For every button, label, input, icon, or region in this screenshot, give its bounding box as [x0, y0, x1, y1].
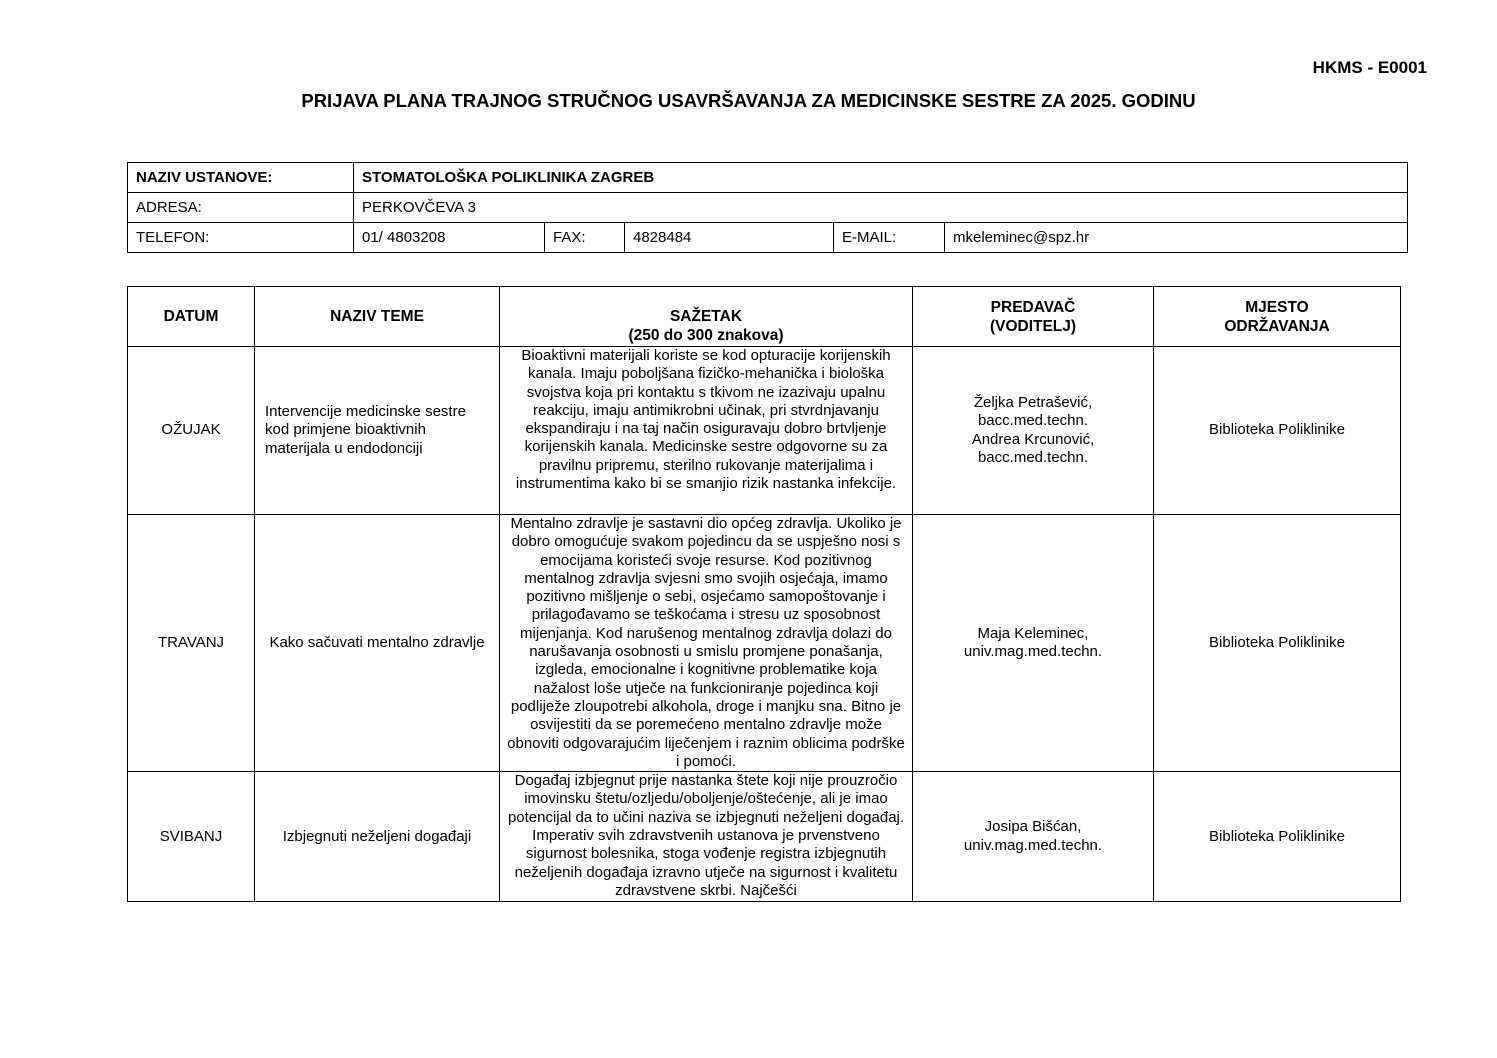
institution-table	[127, 162, 1408, 253]
institution-name-value: STOMATOLOŠKA POLIKLINIKA ZAGREB	[354, 163, 1408, 193]
row-date: OŽUJAK	[128, 347, 255, 515]
row-summary: Bioaktivni materijali koriste se kod opturacije korijenskih kanala. Imaju poboljšana fizičko-mehanička i biološka svojstva koja pri kontaktu s tkivom ne izazivaju upalnu reakciju, imaju antimikrobni učinak, pri stvrdnjavanju ekspandiraju i na taj način osiguravaju dobro brtvljenje korijenskih kanala. Medicinske sestre odgovorne su za pravilnu pripremu, sterilno rukovanje materijalima i instrumentima kako bi se smanjio rizik nastanka infekcije.	[500, 347, 913, 515]
lecturer-title: univ.mag.med.techn.	[963, 836, 1103, 854]
header-summary-label: SAŽETAK	[669, 308, 743, 325]
lecturer-title: bacc.med.techn.	[977, 448, 1089, 466]
institution-name-label: NAZIV USTANOVE:	[128, 163, 354, 193]
address-value: PERKOVČEVA 3	[354, 193, 1408, 223]
header-date: DATUM	[128, 287, 255, 347]
row-date: SVIBANJ	[128, 772, 255, 902]
header-lecturer-note: (VODITELJ)	[989, 317, 1077, 335]
header-summary	[500, 287, 913, 347]
row-topic: Intervencije medicinske sestre kod primjene bioaktivnih materijala u endodonciji	[255, 347, 500, 515]
address-label: ADRESA:	[128, 193, 354, 223]
document-title: PRIJAVA PLANA TRAJNOG STRUČNOG USAVRŠAVANJA ZA MEDICINSKE SESTRE ZA 2025. GODINU	[301, 90, 1196, 111]
row-lecturer	[913, 772, 1154, 902]
header-venue-label: MJESTO	[1245, 298, 1309, 316]
row-summary-text: Događaj izbjegnut prije nastanka štete koji nije prouzročio imovinsku štetu/ozljedu/oboljenje/oštećenje, ali je imao potencijal da to učini naziva se izbjegnuti neželjeni događaj. Imperativ svih zdravstvenih ustanova je prvenstveno sigurnost bolesnika, stoga vođenje registra izbjegnutih neželjenih događaja izravno utječe na sigurnost i kvalitetu zdravstvene skrbi. Najčešći	[507, 772, 905, 899]
row-summary	[500, 772, 913, 902]
row-lecturer	[913, 515, 1154, 772]
table-row	[128, 347, 1401, 515]
header-venue	[1154, 287, 1401, 347]
form-code: HKMS - E0001	[1312, 58, 1427, 77]
table-row	[128, 772, 1401, 902]
row-summary: Mentalno zdravlje je sastavni dio općeg zdravlja. Ukoliko je dobro omogućuje svakom pojedincu da se uspješno nosi s emocijama koristeći svoje resurse. Kod pozitivnog mentalnog zdravlja svjesni smo svojih osjećaja, imamo pozitivno mišljenje o sebi, osjećamo samopoštovanje i prilagođavamo se teškoćama i stresu uz sposobnost mijenjanja. Kod narušenog mentalnog zdravlja dolazi do narušavanja osobnosti u smislu promjene ponašanja, izgleda, emocionalne i kognitivne problematike koja nažalost loše utječe na funkcioniranje pojedinca koji podliježe zloupotrebi alkohola, droge i manjku sna. Bitno je osvijestiti da se poremećeno mentalno zdravlje može obnoviti odgovarajućim liječenjem i raznim oblicima podrške i pomoći.	[500, 515, 913, 772]
row-venue: Biblioteka Poliklinike	[1154, 515, 1401, 772]
phone-label: TELEFON:	[128, 223, 354, 253]
header-lecturer	[913, 287, 1154, 347]
lecturer-name: Andrea Krcunović,	[971, 430, 1095, 448]
lecturer-name: Maja Keleminec,	[977, 624, 1089, 642]
row-topic: Izbjegnuti neželjeni događaji	[255, 772, 500, 902]
institution-name-row	[128, 163, 1408, 193]
header-venue-note: ODRŽAVANJA	[1224, 317, 1330, 335]
lecturer-title: univ.mag.med.techn.	[963, 643, 1103, 661]
email-value: mkeleminec@spz.hr	[945, 223, 1408, 253]
plan-header-row	[128, 287, 1401, 347]
plan-table	[127, 286, 1401, 902]
institution-address-row	[128, 193, 1408, 223]
phone-value: 01/ 4803208	[354, 223, 545, 253]
lecturer-name: Josipa Bišćan,	[984, 818, 1082, 836]
row-topic: Kako sačuvati mentalno zdravlje	[255, 515, 500, 772]
row-lecturer	[913, 347, 1154, 515]
header-lecturer-label: PREDAVAČ	[990, 298, 1076, 316]
lecturer-name: Željka Petrašević,	[973, 393, 1093, 411]
header-summary-note: (250 do 300 znakova)	[628, 327, 784, 344]
email-label: E-MAIL:	[834, 223, 945, 253]
fax-value: 4828484	[625, 223, 834, 253]
fax-label: FAX:	[545, 223, 625, 253]
row-venue: Biblioteka Poliklinike	[1154, 347, 1401, 515]
row-venue: Biblioteka Poliklinike	[1154, 772, 1401, 902]
header-topic: NAZIV TEME	[255, 287, 500, 347]
row-date: TRAVANJ	[128, 515, 255, 772]
institution-contact-row	[128, 223, 1408, 253]
table-row	[128, 515, 1401, 772]
lecturer-title: bacc.med.techn.	[977, 412, 1089, 430]
